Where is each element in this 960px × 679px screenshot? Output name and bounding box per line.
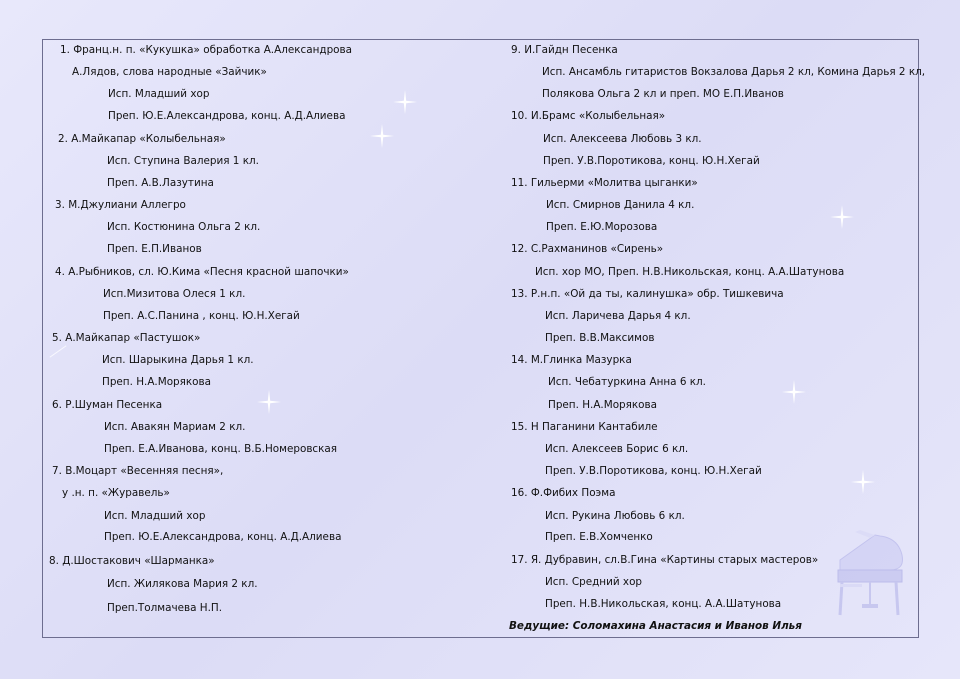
right-line-16: Исп. Чебатуркина Анна 6 кл. xyxy=(548,376,706,388)
left-line-17: 6. Р.Шуман Песенка xyxy=(52,399,163,411)
sparkle-icon xyxy=(257,390,281,414)
right-line-10: 12. С.Рахманинов «Сирень» xyxy=(511,243,664,255)
right-line-23: Преп. Е.В.Хомченко xyxy=(545,531,653,543)
right-line-8: Исп. Смирнов Данила 4 кл. xyxy=(546,199,695,211)
sparkle-icon xyxy=(851,470,875,494)
right-line-6: Преп. У.В.Поротикова, конц. Ю.Н.Хегай xyxy=(543,155,760,167)
left-line-22: Исп. Младший хор xyxy=(104,510,206,522)
right-line-7: 11. Гильерми «Молитва цыганки» xyxy=(511,177,698,189)
left-line-16: Преп. Н.А.Морякова xyxy=(102,376,212,388)
left-line-14: 5. А.Майкапар «Пастушок» xyxy=(52,332,201,344)
right-line-2: Исп. Ансамбль гитаристов Вокзалова Дарья 2 кл, Комина Дарья 2 кл, xyxy=(542,66,926,78)
left-line-8: 3. М.Джулиани Аллегро xyxy=(55,199,186,211)
presenters-line: Ведущие: Соломахина Анастасия и Иванов Илья xyxy=(509,620,802,632)
right-line-20: Преп. У.В.Поротикова, конц. Ю.Н.Хегай xyxy=(545,465,762,477)
sparkle-icon xyxy=(830,205,854,229)
left-line-13: Преп. А.С.Панина , конц. Ю.Н.Хегай xyxy=(103,310,300,322)
right-line-3: Полякова Ольга 2 кл и преп. МО Е.П.Иванов xyxy=(542,88,784,100)
right-line-25: Исп. Средний хор xyxy=(545,576,643,588)
right-line-19: Исп. Алексеев Борис 6 кл. xyxy=(545,443,689,455)
left-line-21: у .н. п. «Журавель» xyxy=(62,487,170,499)
sparkle-icon xyxy=(393,90,417,114)
left-line-1: 1. Франц.н. п. «Кукушка» обработка А.Александрова xyxy=(60,44,353,56)
left-line-9: Исп. Костюнина Ольга 2 кл. xyxy=(107,221,261,233)
right-line-12: 13. Р.н.п. «Ой да ты, калинушка» обр. Тишкевича xyxy=(511,288,784,300)
right-line-22: Исп. Рукина Любовь 6 кл. xyxy=(545,510,685,522)
left-line-3: Исп. Младший хор xyxy=(108,88,210,100)
right-line-14: Преп. В.В.Максимов xyxy=(545,332,655,344)
left-line-4: Преп. Ю.Е.Александрова, конц. А.Д.Алиева xyxy=(108,110,346,122)
right-line-13: Исп. Ларичева Дарья 4 кл. xyxy=(545,310,691,322)
right-line-4: 10. И.Брамс «Колыбельная» xyxy=(511,110,666,122)
right-line-18: 15. Н Паганини Кантабиле xyxy=(511,421,658,433)
left-line-20: 7. В.Моцарт «Весенняя песня», xyxy=(52,465,224,477)
left-line-2: А.Лядов, слова народные «Зайчик» xyxy=(72,66,267,78)
piano-icon xyxy=(830,530,910,620)
left-line-24: 8. Д.Шостакович «Шарманка» xyxy=(49,555,215,567)
right-line-26: Преп. Н.В.Никольская, конц. А.А.Шатунова xyxy=(545,598,782,610)
right-line-11: Исп. хор МО, Преп. Н.В.Никольская, конц. А.А.Шатунова xyxy=(535,266,845,278)
left-line-11: 4. А.Рыбников, сл. Ю.Кима «Песня красной шапочки» xyxy=(55,266,349,278)
left-line-23: Преп. Ю.Е.Александрова, конц. А.Д.Алиева xyxy=(104,531,342,543)
right-line-24: 17. Я. Дубравин, сл.В.Гина «Картины старых мастеров» xyxy=(511,554,819,566)
right-line-9: Преп. Е.Ю.Морозова xyxy=(546,221,658,233)
right-line-1: 9. И.Гайдн Песенка xyxy=(511,44,618,56)
left-line-10: Преп. Е.П.Иванов xyxy=(107,243,202,255)
sparkle-icon xyxy=(370,124,394,148)
left-line-15: Исп. Шарыкина Дарья 1 кл. xyxy=(102,354,254,366)
left-line-12: Исп.Мизитова Олеся 1 кл. xyxy=(103,288,246,300)
left-line-26: Преп.Толмачева Н.П. xyxy=(107,602,223,614)
left-line-19: Преп. Е.А.Иванова, конц. В.Б.Номеровская xyxy=(104,443,338,455)
left-line-25: Исп. Жилякова Мария 2 кл. xyxy=(107,578,258,590)
right-line-15: 14. М.Глинка Мазурка xyxy=(511,354,632,366)
left-line-7: Преп. А.В.Лазутина xyxy=(107,177,214,189)
right-line-5: Исп. Алексеева Любовь 3 кл. xyxy=(543,133,702,145)
left-line-5: 2. А.Майкапар «Колыбельная» xyxy=(58,133,226,145)
left-line-6: Исп. Ступина Валерия 1 кл. xyxy=(107,155,259,167)
sparkle-icon xyxy=(782,380,806,404)
right-line-21: 16. Ф.Фибих Поэма xyxy=(511,487,616,499)
left-line-18: Исп. Авакян Мариам 2 кл. xyxy=(104,421,246,433)
right-line-17: Преп. Н.А.Морякова xyxy=(548,399,658,411)
